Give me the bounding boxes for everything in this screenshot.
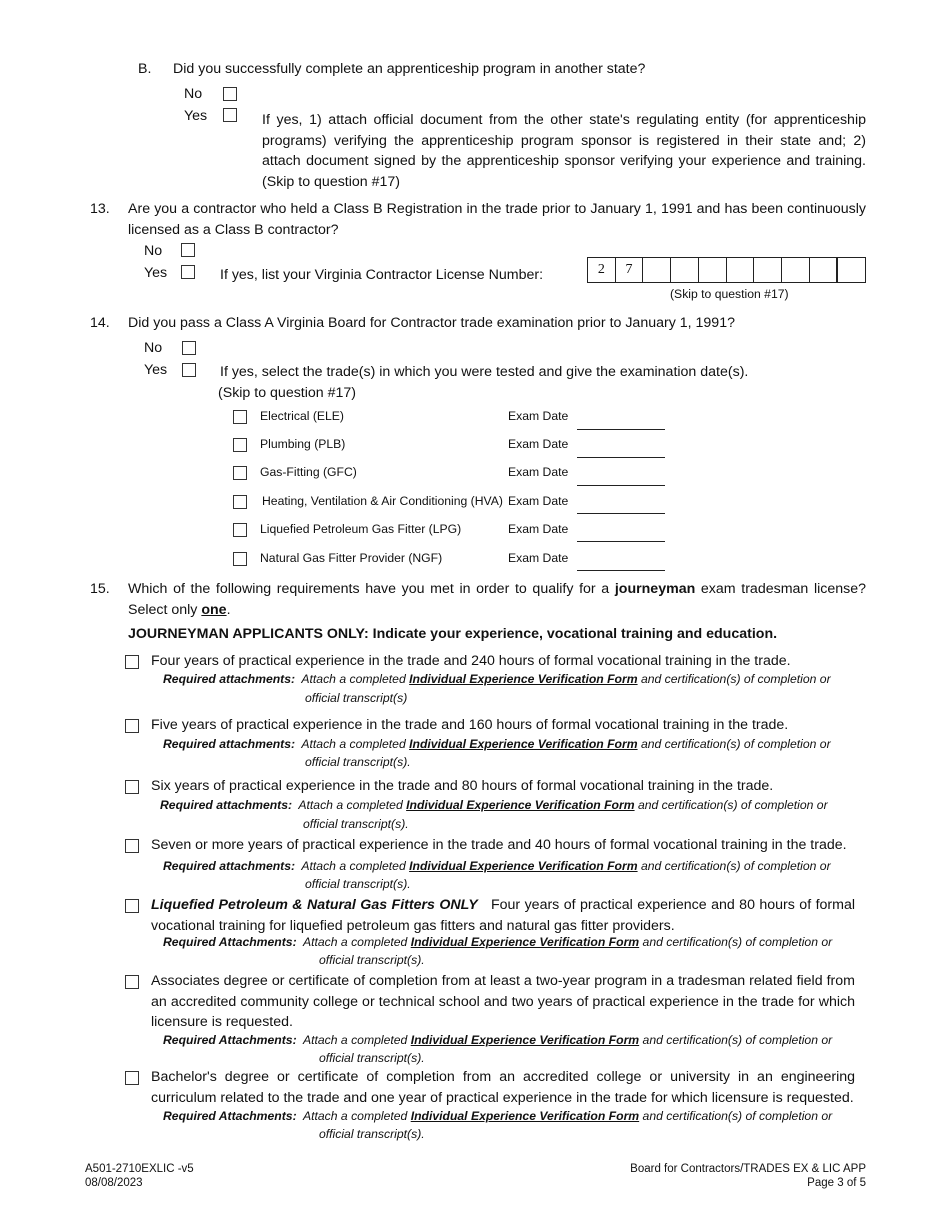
q15-question: Which of the following requirements have you met in order to qualify for a journeyman exam tradesman license? Select only one. bbox=[128, 581, 866, 618]
q13-skip-note: (Skip to question #17) bbox=[670, 287, 789, 301]
q12b-instructions: If yes, 1) attach official document from the other state's regulating entity (for apprenticeship programs) verifying the apprenticeship program sponsor is registered in their state and; 2) attach document signed by the apprenticeship sponsor verifying your experience and training. (Skip to question #17) bbox=[262, 112, 866, 190]
q15-option-checkbox[interactable] bbox=[125, 1071, 139, 1085]
q12b-yes-checkbox[interactable] bbox=[223, 108, 237, 122]
license-digit[interactable]: 2 bbox=[588, 258, 616, 282]
license-digit[interactable]: 7 bbox=[616, 258, 644, 282]
required-attachments: Required attachments: Attach a completed Individual Experience Verification Form and certification(s) of completion or bbox=[163, 859, 831, 873]
trade-checkbox-hva[interactable] bbox=[233, 495, 247, 509]
required-attachments: Required attachments: Attach a completed Individual Experience Verification Form and certification(s) of completion or bbox=[160, 798, 828, 812]
attachment-tail: official transcript(s) bbox=[305, 691, 408, 705]
license-digit[interactable] bbox=[782, 258, 810, 282]
q15-option-checkbox[interactable] bbox=[125, 839, 139, 853]
trade-checkbox-lpg[interactable] bbox=[233, 523, 247, 537]
trade-label: Plumbing (PLB) bbox=[260, 437, 346, 451]
exam-date-label: Exam Date bbox=[508, 409, 569, 423]
q15-number: 15. bbox=[90, 581, 110, 597]
q15-option-checkbox[interactable] bbox=[125, 780, 139, 794]
q15-option-text: Four years of practical experience in the trade and 240 hours of formal vocational training in the trade. bbox=[151, 653, 791, 669]
q12b-question: Did you successfully complete an apprenticeship program in another state? bbox=[173, 61, 646, 77]
attachment-tail: official transcript(s). bbox=[319, 1127, 425, 1141]
exam-date-label: Exam Date bbox=[508, 494, 569, 508]
license-digit[interactable] bbox=[699, 258, 727, 282]
q15-option-text: Bachelor's degree or certificate of completion from an accredited college or university in an engineering curriculum related to the trade and one year of practical experience in the trade for which licensure is requested. bbox=[151, 1069, 855, 1106]
exam-date-field[interactable] bbox=[577, 457, 665, 458]
q13-number: 13. bbox=[90, 201, 110, 217]
exam-date-label: Exam Date bbox=[508, 522, 569, 536]
trade-checkbox-gfc[interactable] bbox=[233, 466, 247, 480]
q13-license-prompt: If yes, list your Virginia Contractor License Number: bbox=[220, 267, 544, 283]
required-attachments: Required attachments: Attach a completed Individual Experience Verification Form and certification(s) of completion or bbox=[163, 672, 831, 686]
q12b-no-checkbox[interactable] bbox=[223, 87, 237, 101]
attachment-tail: official transcript(s). bbox=[319, 953, 425, 967]
exam-date-field[interactable] bbox=[577, 513, 665, 514]
q12b-yes-label: Yes bbox=[184, 108, 208, 124]
footer-form-id: A501-2710EXLIC -v5 bbox=[85, 1163, 194, 1175]
q14-no-checkbox[interactable] bbox=[182, 341, 196, 355]
q13-no-checkbox[interactable] bbox=[181, 243, 195, 257]
q15-option-text: Associates degree or certificate of completion from at least a two-year program in a tradesman related field from an accredited community college or technical school and two years of practical experience in the trade for which licensure is requested. bbox=[151, 973, 855, 1030]
footer-date: 08/08/2023 bbox=[85, 1177, 143, 1189]
required-attachments: Required Attachments: Attach a completed Individual Experience Verification Form and certification(s) of completion or bbox=[163, 1033, 833, 1047]
q14-yes-label: Yes bbox=[144, 362, 168, 378]
q15-option-checkbox[interactable] bbox=[125, 899, 139, 913]
exam-date-label: Exam Date bbox=[508, 551, 569, 565]
license-digit[interactable] bbox=[643, 258, 671, 282]
q14-number: 14. bbox=[90, 315, 110, 331]
q13-yes-label: Yes bbox=[144, 265, 168, 281]
q13-question: Are you a contractor who held a Class B Registration in the trade prior to January 1, 1991 and has been continuously licensed as a Class B contractor? bbox=[128, 201, 866, 238]
license-number-field[interactable] bbox=[587, 257, 866, 283]
q13-yes-checkbox[interactable] bbox=[181, 265, 195, 279]
trade-label: Heating, Ventilation & Air Conditioning (HVA) bbox=[262, 494, 503, 508]
footer-page: Page 3 of 5 bbox=[807, 1177, 866, 1189]
attachment-tail: official transcript(s). bbox=[319, 1051, 425, 1065]
exam-date-label: Exam Date bbox=[508, 465, 569, 479]
q15-option-checkbox[interactable] bbox=[125, 975, 139, 989]
q13-no-label: No bbox=[144, 243, 163, 259]
q14-skip-note: (Skip to question #17) bbox=[218, 385, 357, 401]
trade-label: Electrical (ELE) bbox=[260, 409, 344, 423]
attachment-tail: official transcript(s). bbox=[305, 755, 411, 769]
required-attachments: Required attachments: Attach a completed Individual Experience Verification Form and certification(s) of completion or bbox=[163, 737, 831, 751]
required-attachments: Required Attachments: Attach a completed Individual Experience Verification Form and certification(s) of completion or bbox=[163, 935, 833, 949]
license-digit[interactable] bbox=[727, 258, 755, 282]
q15-option-checkbox[interactable] bbox=[125, 719, 139, 733]
license-digit[interactable] bbox=[837, 258, 865, 282]
q14-question: Did you pass a Class A Virginia Board for Contractor trade examination prior to January 1, 1991? bbox=[128, 315, 735, 331]
q14-no-label: No bbox=[144, 340, 163, 356]
exam-date-field[interactable] bbox=[577, 429, 665, 430]
footer-right bbox=[630, 1162, 866, 1190]
trade-label: Natural Gas Fitter Provider (NGF) bbox=[260, 551, 443, 565]
exam-date-field[interactable] bbox=[577, 570, 665, 571]
q15-option-text: Liquefied Petroleum & Natural Gas Fitters ONLY Four years of practical experience and 80 hours of formal vocational training for liquefied petroleum gas fitters and natural gas fitter providers. bbox=[151, 897, 855, 934]
q12b-no-label: No bbox=[184, 86, 203, 102]
trade-checkbox-ngf[interactable] bbox=[233, 552, 247, 566]
q14-instructions: If yes, select the trade(s) in which you were tested and give the examination date(s). bbox=[220, 364, 749, 380]
exam-date-field[interactable] bbox=[577, 541, 665, 542]
q14-yes-checkbox[interactable] bbox=[182, 363, 196, 377]
exam-date-field[interactable] bbox=[577, 485, 665, 486]
q15-option-text: Seven or more years of practical experience in the trade and 40 hours of formal vocational training in the trade. bbox=[151, 837, 847, 853]
q15-option-checkbox[interactable] bbox=[125, 655, 139, 669]
trade-checkbox-ele[interactable] bbox=[233, 410, 247, 424]
exam-date-label: Exam Date bbox=[508, 437, 569, 451]
license-digit[interactable] bbox=[754, 258, 782, 282]
q15-option-text: Six years of practical experience in the trade and 80 hours of formal vocational training in the trade. bbox=[151, 778, 774, 794]
footer-left bbox=[85, 1162, 194, 1190]
attachment-tail: official transcript(s). bbox=[305, 877, 411, 891]
trade-checkbox-plb[interactable] bbox=[233, 438, 247, 452]
footer-board: Board for Contractors/TRADES EX & LIC APP bbox=[630, 1163, 866, 1175]
attachment-tail: official transcript(s). bbox=[303, 817, 409, 831]
trade-label: Gas-Fitting (GFC) bbox=[260, 465, 357, 479]
license-digit[interactable] bbox=[671, 258, 699, 282]
q12b-letter: B. bbox=[138, 61, 152, 77]
q15-option-text: Five years of practical experience in the trade and 160 hours of formal vocational training in the trade. bbox=[151, 717, 789, 733]
q15-heading: JOURNEYMAN APPLICANTS ONLY: Indicate your experience, vocational training and education. bbox=[128, 626, 778, 642]
required-attachments: Required Attachments: Attach a completed Individual Experience Verification Form and certification(s) of completion or bbox=[163, 1109, 833, 1123]
license-digit[interactable] bbox=[810, 258, 838, 282]
trade-label: Liquefied Petroleum Gas Fitter (LPG) bbox=[260, 522, 462, 536]
